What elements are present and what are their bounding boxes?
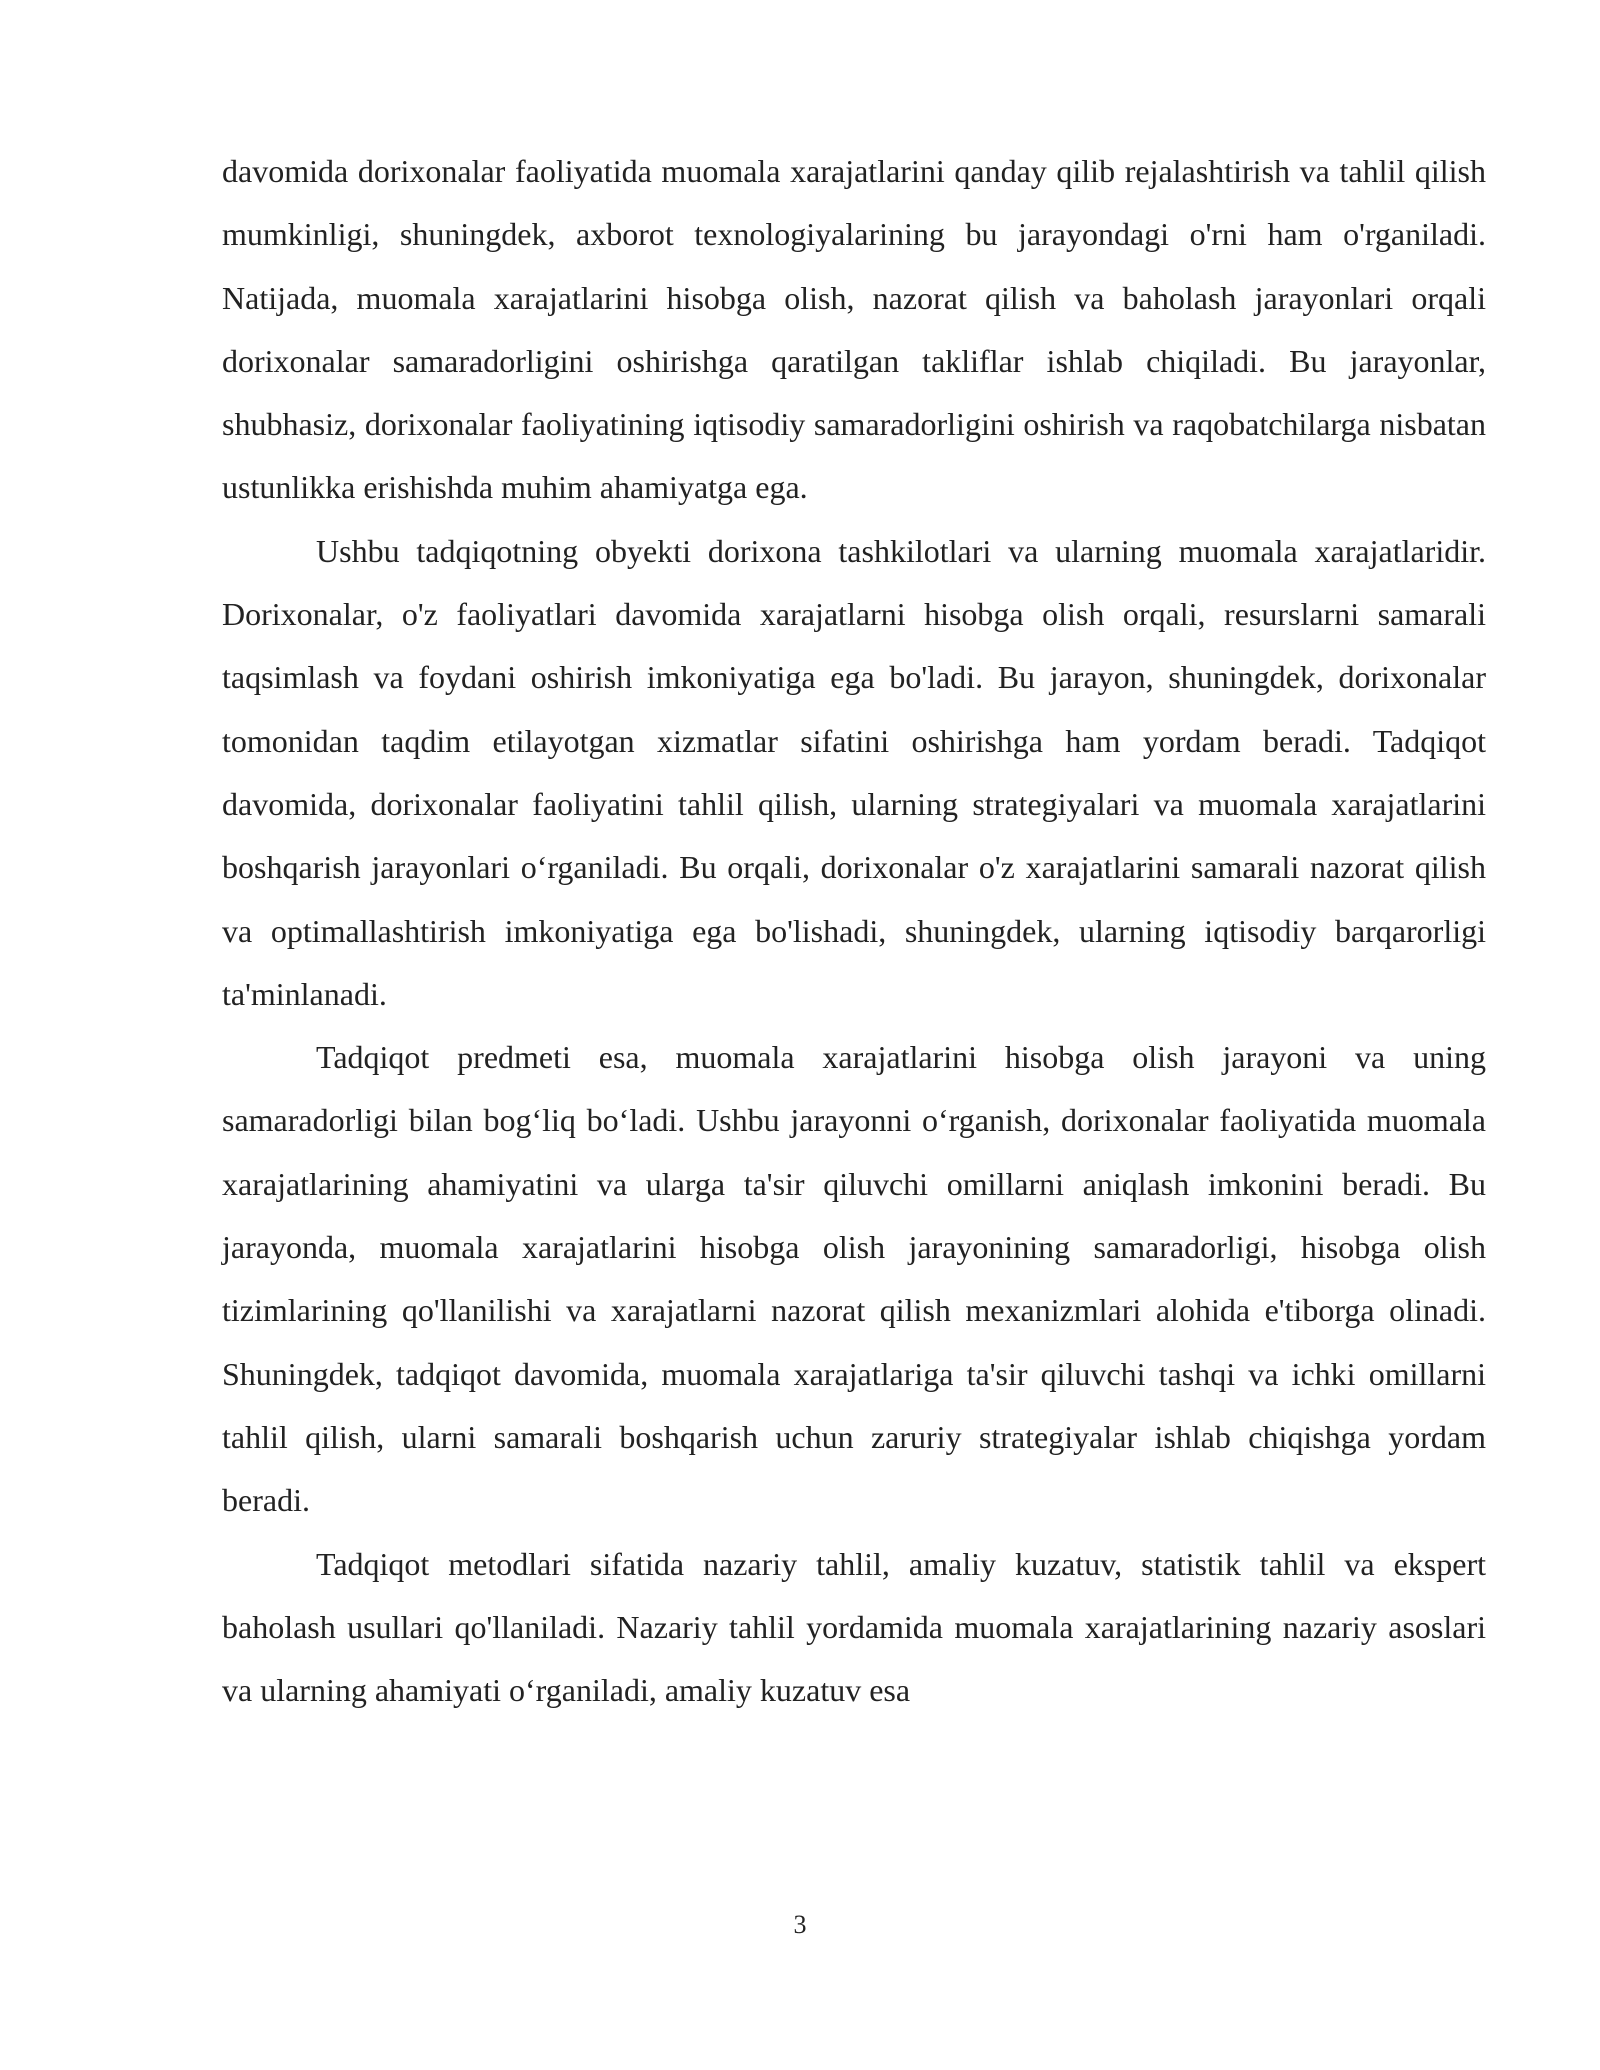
paragraph-continuation: davomida dorixonalar faoliyatida muomala xarajatlarini qanday qilib rejalashtirish va tahlil qilish mumkinligi, shuningdek, axborot texnologiyalarining bu jarayondagi o'rni ham o'rganiladi. Natijada, muomala xarajatlarini hisobga olish, nazorat qilish va baholash jarayonlari orqali dorixonalar samaradorligini oshirishga qaratilgan takliflar ishlab chiqiladi. Bu jarayonlar, shubhasiz, dorixonalar faoliyatining iqtisodiy samaradorligini oshirish va raqobatchilarga nisbatan ustunlikka erishishda muhim ahamiyatga ega. <box>222 153 1486 506</box>
paragraph-research-subject: Tadqiqot predmeti esa, muomala xarajatlarini hisobga olish jarayoni va uning samaradorligi bilan bog‘liq bo‘ladi. Ushbu jarayonni o‘rganish, dorixonalar faoliyatida muomala xarajatlarining ahamiyatini va ularga ta'sir qiluvchi omillarni aniqlash imkonini beradi. Bu jarayonda, muomala xarajatlarini hisobga olish jarayonining samaradorligi, hisobga olish tizimlarining qo'llanilishi va xarajatlarni nazorat qilish mexanizmlari alohida e'tiborga olinadi. Shuningdek, tadqiqot davomida, muomala xarajatlariga ta'sir qiluvchi tashqi va ichki omillarni tahlil qilish, ularni samarali boshqarish uchun zaruriy strategiyalar ishlab chiqishga yordam beradi. <box>222 1039 1486 1519</box>
paragraph-research-methods: Tadqiqot metodlari sifatida nazariy tahlil, amaliy kuzatuv, statistik tahlil va ekspert baholash usullari qo'llaniladi. Nazariy tahlil yordamida muomala xarajatlarining nazariy asoslari va ularning ahamiyati o‘rganiladi, amaliy kuzatuv esa <box>222 1545 1486 1709</box>
page-number: 3 <box>793 1910 807 1939</box>
body-text <box>222 140 1486 1722</box>
paragraph-research-object: Ushbu tadqiqotning obyekti dorixona tashkilotlari va ularning muomala xarajatlaridir. Dorixonalar, o'z faoliyatlari davomida xarajatlarni hisobga olish orqali, resurslarni samarali taqsimlash va foydani oshirish imkoniyatiga ega bo'ladi. Bu jarayon, shuningdek, dorixonalar tomonidan taqdim etilayotgan xizmatlar sifatini oshirishga ham yordam beradi. Tadqiqot davomida, dorixonalar faoliyatini tahlil qilish, ularning strategiyalari va muomala xarajatlarini boshqarish jarayonlari o‘rganiladi. Bu orqali, dorixonalar o'z xarajatlarini samarali nazorat qilish va optimallashtirish imkoniyatiga ega bo'lishadi, shuningdek, ularning iqtisodiy barqarorligi ta'minlanadi. <box>222 532 1486 1012</box>
